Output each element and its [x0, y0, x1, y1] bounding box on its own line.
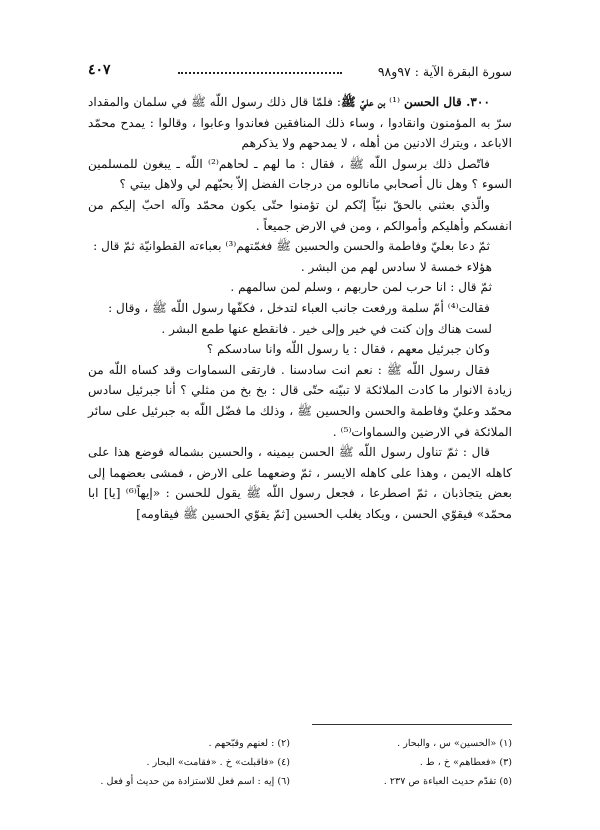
- hadith-paragraph-300: [88, 92, 512, 154]
- surah-title: سورة البقرة الآية : ٩٧و٩٨: [377, 64, 512, 79]
- footnote-5: (٥) تقدّم حديث العباءة ص ٢٣٧ .: [383, 776, 512, 787]
- paragraph: ثمّ دعا بعليّ وفاطمة والحسن والحسين ﷺ فغمّتهم⁽³⁾ بعباءته القطوانيّة ثمّ قال :: [93, 239, 490, 254]
- paragraph: وكان جبرئيل معهم ، فقال : يا رسول اللّه وانا سادسكم ؟: [206, 342, 490, 357]
- footnote-6: (٦) إيه : اسم فعل للاستزادة من حديث أو فعل .: [100, 776, 290, 787]
- narrator-name: بن عليّ ﷺ: [340, 95, 386, 109]
- footnote-2: (٢) : لعنهم وقبّحهم .: [208, 738, 290, 749]
- footnote-separator: [312, 724, 512, 725]
- page-header: [88, 62, 512, 84]
- hadith-number: ٣٠٠.: [461, 95, 491, 109]
- footnote-4: (٤) «فاقبلت» خ . «فقامت» البحار .: [146, 757, 290, 768]
- footnote-ref-1: ⁽¹⁾: [385, 95, 404, 109]
- footnote-3: (٣) «فعطاهم» خ ، ط .: [419, 757, 512, 768]
- quote-line: ثمّ قال : انا حرب لمن حاربهم ، وسلم لمن سالمهم .: [230, 280, 492, 295]
- paragraph: فقال رسول اللّه ﷺ : نعم انت سادسنا . فارتقى السماوات وقد كساه اللّه من زيادة الانوار ما كادت الملائكة لا تبيّنه حتّى قال : بخ بخ من مثلي ؟ أنا جبرئيل سادس محمّد وعليّ وفاطمة والحسن والحسين ﷺ ، وذلك ما فضّل اللّه به جبرئيل على سائر الملائكة في الارضين والسماوات⁽⁵⁾ .: [88, 362, 512, 439]
- paragraph: قال : ثمّ تناول رسول اللّه ﷺ الحسن بيمينه ، والحسين بشماله فوضع هذا على كاهله الايمن ، وهذا على كاهله الايسر ، ثمّ وضعهما على الارض ، فمشى بعضهما إلى بعض يتجاذبان ، ثمّ اصطرعا ، فجعل رسول اللّه ﷺ يقول للحسن : «إيهاً⁽⁶⁾ [يا] ابا محمّد» فيقوّي الحسن ، ويكاد يغلب الحسين [ثمّ يقوّي الحسين ﷺ فيقاومه]: [88, 445, 512, 521]
- paragraph: فقالت⁽⁴⁾ أمّ سلمة ورفعت جانب العباء لتدخل ، فكفّها رسول اللّه ﷺ ، وقال :: [108, 300, 490, 315]
- narrator-title: قال الحسن: [403, 95, 462, 109]
- quote-line: هؤلاء خمسة لا سادس لهم من البشر .: [300, 259, 492, 274]
- paragraph-text: : فلمّا قال ذلك رسول اللّه ﷺ في سلمان والمقداد سرّ به المؤمنون وانقادوا ، وساء ذلك المنافقين فعاندوا وعابوا ، وقالوا : يمدح محمّد الاباعد ، ويترك الادنين من أهله ، لا يمدحهم ولا يذكرهم: [88, 95, 512, 151]
- quote-line: لست هناك وإن كنت في خير وإلى خير . فانقطع عنها طمع البشر .: [161, 321, 492, 336]
- paragraph: فاتّصل ذلك برسول اللّه ﷺ ، فقال : ما لهم ـ لحاهم⁽²⁾ اللّه ـ يبغون للمسلمين السوء ؟ وهل نال أصحابي مانالوه من درجات الفضل إلاّ بحبّهم لي ولاهل بيتي ؟: [88, 156, 512, 192]
- page-body: [88, 92, 512, 524]
- page-number: ٤٠٧: [88, 62, 111, 78]
- footnote-1: (١) «الحسين» س ، والبحار .: [397, 738, 512, 749]
- header-dotted-line: [178, 72, 342, 74]
- footnotes: [88, 734, 512, 791]
- paragraph: والّذي بعثني بالحقّ نبيّاً إنّكم لن تؤمنوا حتّى يكون محمّد وآله احبّ إليكم من انفسكم وأهليكم وأموالكم ، ومن في الارض جميعاً .: [88, 197, 512, 233]
